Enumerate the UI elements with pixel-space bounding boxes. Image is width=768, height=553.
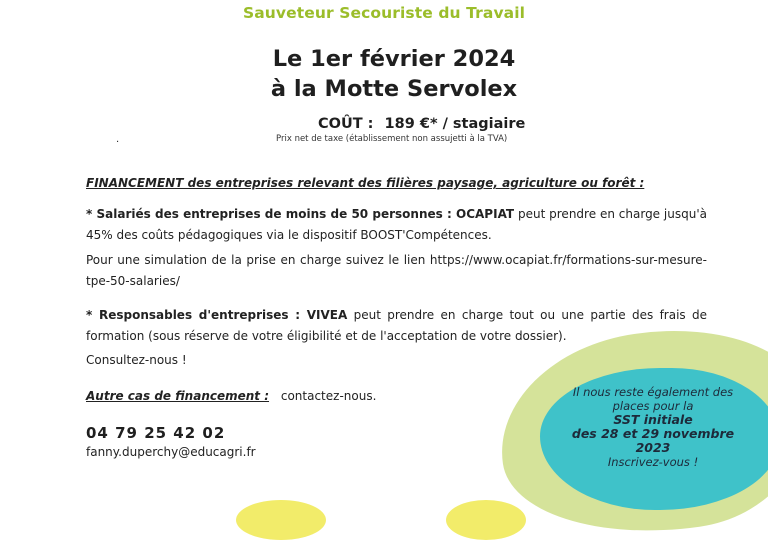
cost-label: COÛT :: [318, 116, 374, 132]
financing-item-vivea-text: peut prendre en charge tout ou une partie des frais de formation (sous réserve de votre éligibilité et de l'acceptation de votre dossier).: [86, 308, 707, 343]
training-location: à la Motte Servolex: [270, 76, 518, 102]
tax-note: Prix net de taxe (établissement non assujetti à la TVA): [276, 134, 508, 144]
contact-phone[interactable]: 04 79 25 42 02: [86, 424, 226, 442]
other-financing-text: contactez-nous.: [280, 389, 377, 403]
training-date: Le 1er février 2024: [272, 46, 516, 72]
financing-item-ocapiat-text: peut prendre en charge jusqu'à 45% des coûts pédagogiques via le dispositif BOOST'Compétences.: [86, 207, 707, 242]
promo-text: [548, 385, 758, 469]
stray-bullet: .: [116, 134, 120, 145]
cost-line: [318, 116, 525, 132]
financing-item-vivea: [86, 305, 707, 346]
promo-cta: Inscrivez-vous !: [607, 455, 699, 469]
other-financing-label: Autre cas de financement :: [86, 389, 270, 403]
promo-line-1: Il nous reste également des: [572, 385, 734, 399]
cost-amount: 189 €* / stagiaire: [384, 116, 526, 132]
financing-item-ocapiat-bold: * Salariés des entreprises de moins de 50 personnes : OCAPIAT: [86, 207, 515, 221]
training-subtitle: Sauveteur Secouriste du Travail: [242, 4, 526, 22]
ocapiat-simulation-link-text[interactable]: Pour une simulation de la prise en charge suivez le lien https://www.ocapiat.fr/formations-sur-mesure-tpe-50-salaries/: [86, 253, 707, 288]
decorative-yellow-blob: [236, 500, 326, 540]
decorative-yellow-blob: [446, 500, 526, 540]
promo-course-name: SST initiale: [613, 412, 693, 427]
financing-item-ocapiat: [86, 204, 707, 245]
consult-us-text: Consultez-nous !: [86, 353, 187, 367]
contact-email[interactable]: fanny.duperchy@educagri.fr: [86, 445, 256, 459]
promo-line-2: places pour la: [612, 399, 694, 413]
financing-heading: FINANCEMENT des entreprises relevant des filières paysage, agriculture ou forêt :: [86, 176, 645, 190]
other-financing: [86, 389, 376, 403]
financing-item-vivea-bold: * Responsables d'entreprises : VIVEA: [86, 308, 348, 322]
promo-dates: des 28 et 29 novembre: [571, 426, 735, 441]
promo-year: 2023: [635, 440, 671, 455]
